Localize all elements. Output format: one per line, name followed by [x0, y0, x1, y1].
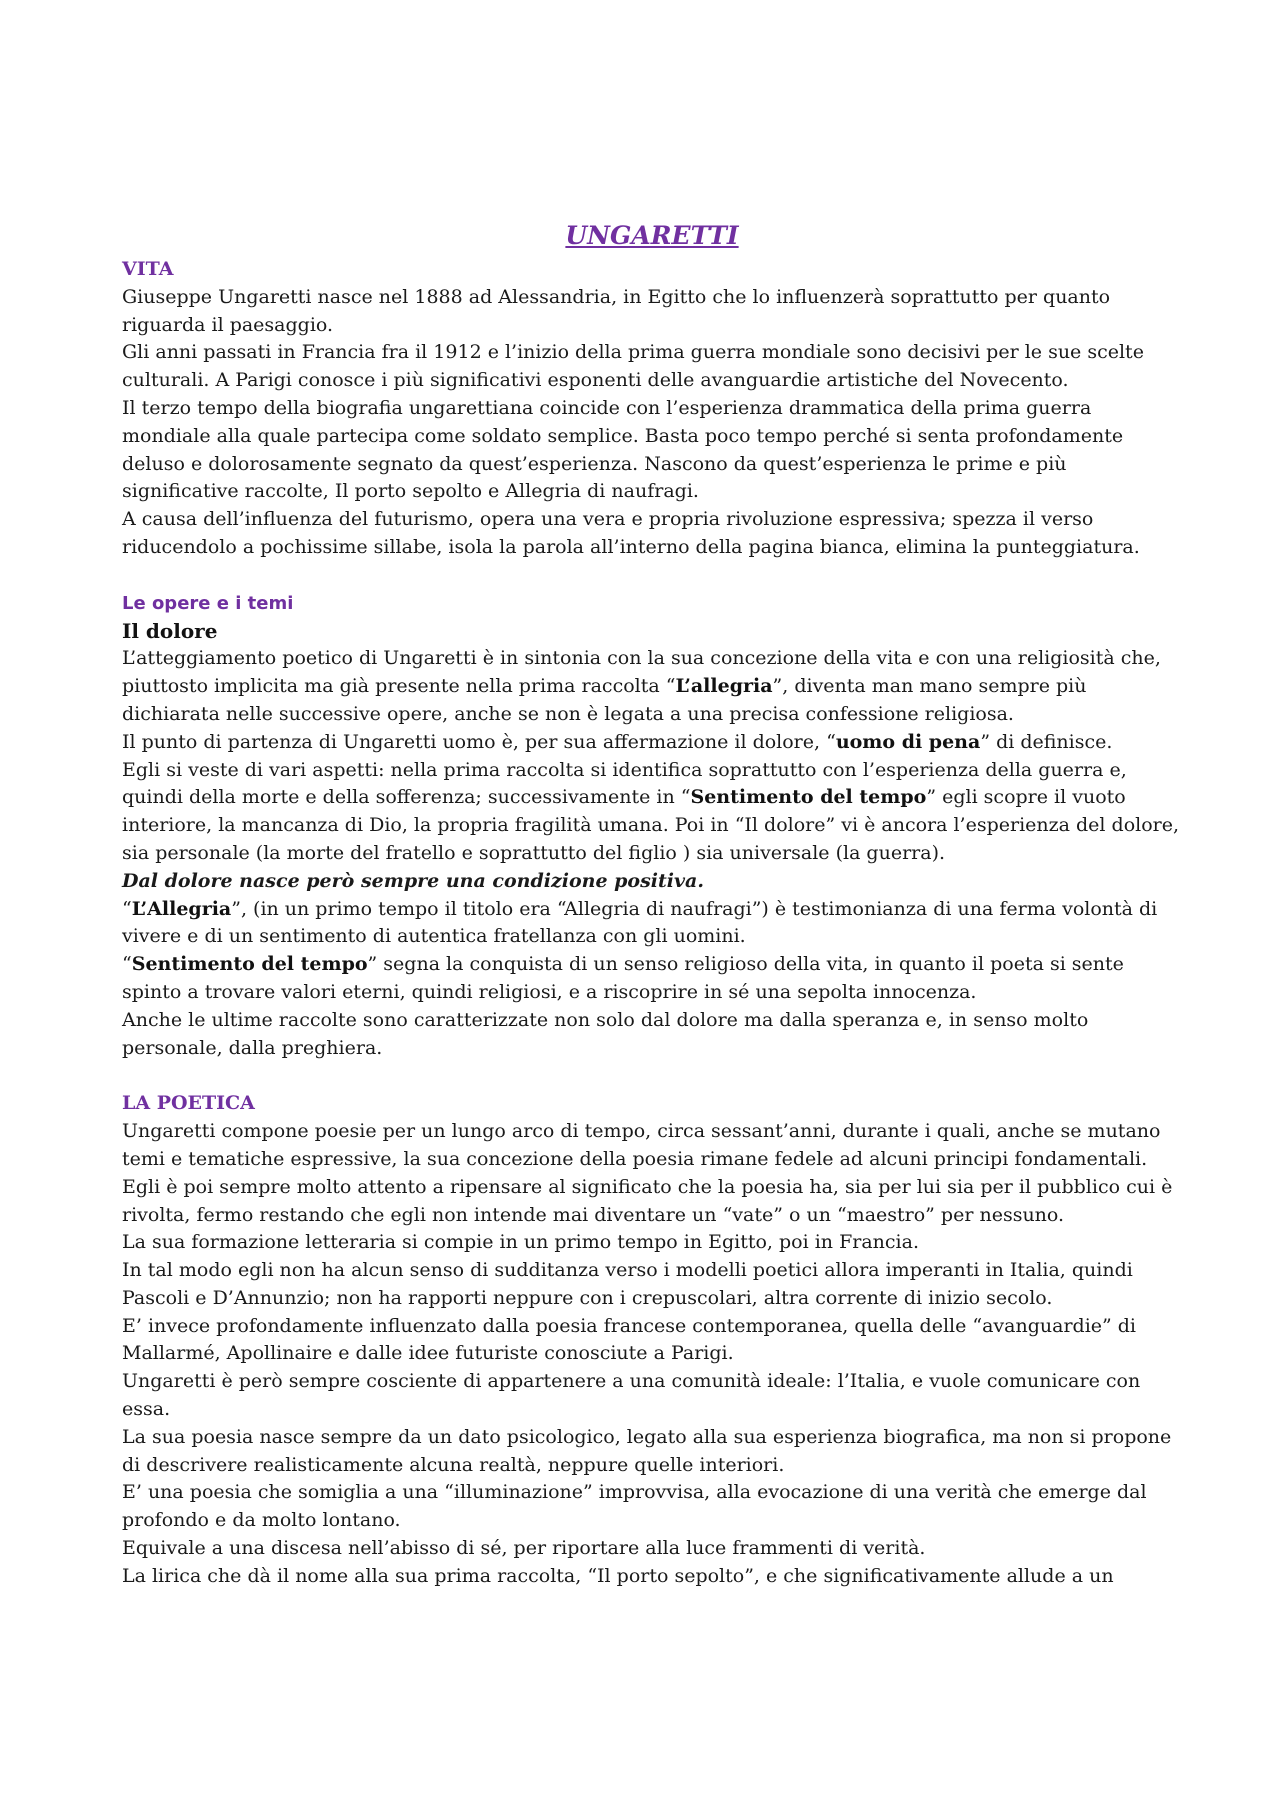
- section-heading-poetica: LA POETICA: [122, 1092, 255, 1115]
- subheading-dolore: Il dolore: [122, 618, 218, 643]
- poetica-paragraph-10: La lirica che dà il nome alla sua prima raccolta, “Il porto sepolto”, e che significativamente allude a un: [122, 1564, 1114, 1587]
- document-page: [122, 218, 1182, 1591]
- poetica-paragraph-9: Equivale a una discesa nell’abisso di sé, per riportare alla luce frammenti di verità.: [122, 1537, 926, 1560]
- poetica-paragraph-2: Egli è poi sempre molto attento a ripensare al significato che la poesia ha, sia per lui sia per il pubblico cui è rivolta, fermo restando che egli non intende mai diventare un “vate” o un “maestro” per nessuno.: [122, 1175, 1173, 1226]
- poetica-paragraph-8: E’ una poesia che somiglia a una “illuminazione” improvvisa, alla evocazione di una verità che emerge dal profondo e da molto lontano.: [122, 1481, 1147, 1532]
- opere-paragraph-5: “L’Allegria”, (in un primo tempo il titolo era “Allegria di naufragi”) è testimonianza di una ferma volontà di vivere e di un sentimento di autentica fratellanza con gli uomini.: [122, 897, 1158, 948]
- section-heading-vita: VITA: [122, 258, 174, 280]
- poetica-paragraph-6: Ungaretti è però sempre cosciente di appartenere a una comunità ideale: l’Italia, e vuole comunicare con essa.: [122, 1370, 1141, 1421]
- poetica-paragraph-3: La sua formazione letteraria si compie in un primo tempo in Egitto, poi in Francia.: [122, 1231, 919, 1254]
- document-title: UNGARETTI: [565, 221, 739, 250]
- poetica-paragraph-1: Ungaretti compone poesie per un lungo arco di tempo, circa sessant’anni, durante i quali, anche se mutano temi e tematiche espressive, la sua concezione della poesia rimane fedele ad alcuni principi fondamentali.: [122, 1120, 1161, 1170]
- opere-paragraph-6: “Sentimento del tempo” segna la conquista di un senso religioso della vita, in quanto il poeta si sente spinto a trovare valori eterni, quindi religiosi, e a riscoprire in sé una sepolta innocenza.: [122, 953, 1124, 1003]
- poetica-paragraph-4: In tal modo egli non ha alcun senso di sudditanza verso i modelli poetici allora imperanti in Italia, quindi Pascoli e D’Annunzio; non ha rapporti neppure con i crepuscolari, altra corrente di inizio secolo.: [122, 1259, 1133, 1309]
- vita-paragraph-2: Gli anni passati in Francia fra il 1912 e l’inizio della prima guerra mondiale sono decisivi per le sue scelte culturali. A Parigi conosce i più significativi esponenti delle avanguardie artistiche del Novecento.: [122, 341, 1144, 392]
- opere-paragraph-3: Egli si veste di vari aspetti: nella prima raccolta si identifica soprattutto con l’esperienza della guerra e, quindi della morte e della sofferenza; successivamente in “Sentimento del tempo” egli scopre il vuoto interiore, la mancanza di Dio, la propria fragilità umana. Poi in “Il dolore” vi è ancora l’esperienza del dolore, sia personale (la morte del fratello e soprattutto del figlio ) sia universale (la guerra).: [122, 758, 1180, 864]
- opere-emphasis-line: Dal dolore nasce però sempre una condizione positiva.: [122, 869, 704, 892]
- opere-paragraph-2: Il punto di partenza di Ungaretti uomo è, per sua affermazione il dolore, “uomo di pena” di definisce.: [122, 730, 1113, 753]
- section-heading-opere: Le opere e i temi: [122, 592, 294, 614]
- vita-paragraph-1: Giuseppe Ungaretti nasce nel 1888 ad Alessandria, in Egitto che lo influenzerà soprattutto per quanto riguarda il paesaggio.: [122, 285, 1111, 336]
- poetica-paragraph-5: E’ invece profondamente influenzato dalla poesia francese contemporanea, quella delle “avanguardie” di Mallarmé, Apollinaire e dalle idee futuriste conosciute a Parigi.: [122, 1314, 1137, 1365]
- vita-paragraph-4: A causa dell’influenza del futurismo, opera una vera e propria rivoluzione espressiva; spezza il verso riducendolo a pochissime sillabe, isola la parola all’interno della pagina bianca, elimina la punteggiatura.: [122, 508, 1140, 558]
- spacer: [122, 562, 1182, 590]
- spacer: [122, 1062, 1182, 1090]
- opere-paragraph-7: Anche le ultime raccolte sono caratterizzate non solo dal dolore ma dalla speranza e, in senso molto personale, dalla preghiera.: [122, 1008, 1089, 1059]
- vita-paragraph-3: Il terzo tempo della biografia ungarettiana coincide con l’esperienza drammatica della prima guerra mondiale alla quale partecipa come soldato semplice. Basta poco tempo perché si senta profondamente deluso e dolorosamente segnato da quest’esperienza. Nascono da quest’esperienza le prime e più significative raccolte, Il porto sepolto e Allegria di naufragi.: [122, 396, 1124, 503]
- opere-paragraph-1: L’atteggiamento poetico di Ungaretti è in sintonia con la sua concezione della vita e con una religiosità che, piuttosto implicita ma già presente nella prima raccolta “L’allegria”, diventa man mano sempre più dichiarata nelle successive opere, anche se non è legata a una precisa confessione religiosa.: [122, 647, 1161, 725]
- poetica-paragraph-7: La sua poesia nasce sempre da un dato psicologico, legato alla sua esperienza biografica, ma non si propone di descrivere realisticamente alcuna realtà, neppure quelle interiori.: [122, 1425, 1172, 1476]
